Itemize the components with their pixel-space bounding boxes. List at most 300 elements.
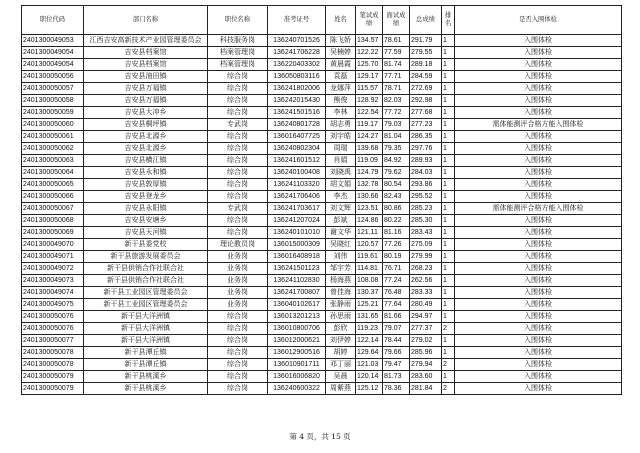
header-total: 总成绩 <box>410 6 442 35</box>
cell-physical: 入围体检 <box>455 143 622 155</box>
table-row <box>22 71 622 83</box>
cell-name: 龙娜萍 <box>326 83 356 95</box>
table-row <box>22 263 622 275</box>
cell-position: 专武岗 <box>208 119 268 131</box>
cell-written: 122.54 <box>356 107 383 119</box>
cell-rank: 1 <box>442 347 455 359</box>
cell-physical: 入围体检 <box>455 47 622 59</box>
cell-rank: 1 <box>442 35 455 47</box>
table-row <box>22 215 622 227</box>
cell-dept: 江西吉安高新技术产业园管理委员会 <box>84 35 208 47</box>
cell-physical: 入围体检 <box>455 299 622 311</box>
cell-written: 115.57 <box>356 83 383 95</box>
cell-rank: 1 <box>442 215 455 227</box>
cell-rank: 1 <box>442 155 455 167</box>
cell-rank: 1 <box>442 95 455 107</box>
cell-position: 业务岗 <box>208 299 268 311</box>
cell-written: 132.78 <box>356 179 383 191</box>
cell-written: 124.27 <box>356 131 383 143</box>
cell-total: 293.86 <box>410 179 442 191</box>
cell-code: 2401300050067 <box>22 203 84 215</box>
cell-name: 周紫燕 <box>326 383 356 395</box>
table-row <box>22 59 622 71</box>
cell-name: 刘宇皓 <box>326 131 356 143</box>
cell-code: 2401300050079 <box>22 371 84 383</box>
cell-code: 2401300050078 <box>22 359 84 371</box>
cell-code: 2401300049075 <box>22 299 84 311</box>
cell-ticket: 136012000621 <box>268 335 326 347</box>
cell-name: 彭欣 <box>326 323 356 335</box>
cell-ticket: 136241802006 <box>268 83 326 95</box>
table-row <box>22 299 622 311</box>
header-physical: 是否入围体检 <box>455 6 622 35</box>
cell-written: 124.86 <box>356 215 383 227</box>
cell-code: 2401300050076 <box>22 323 84 335</box>
cell-total: 291.79 <box>410 35 442 47</box>
cell-name: 胡文娟 <box>326 179 356 191</box>
cell-ticket: 136241501516 <box>268 107 326 119</box>
cell-interview: 79.66 <box>383 347 410 359</box>
cell-position: 档案管理岗 <box>208 59 268 71</box>
cell-rank: 1 <box>442 335 455 347</box>
cell-physical: 入围体检 <box>455 191 622 203</box>
cell-written: 121.11 <box>356 227 383 239</box>
cell-position: 综合岗 <box>208 311 268 323</box>
cell-name: 肖娟 <box>326 155 356 167</box>
cell-total: 277.37 <box>410 323 442 335</box>
cell-physical: 入围体检 <box>455 359 622 371</box>
cell-dept: 新干县大洋洲镇 <box>84 335 208 347</box>
table-row <box>22 239 622 251</box>
cell-total: 284.59 <box>410 71 442 83</box>
cell-ticket: 136013201213 <box>268 311 326 323</box>
cell-physical: 入围体检 <box>455 155 622 167</box>
cell-name: 刘晓禹 <box>326 167 356 179</box>
cell-position: 综合岗 <box>208 335 268 347</box>
cell-total: 289.18 <box>410 59 442 71</box>
table-row <box>22 167 622 179</box>
cell-interview: 81.73 <box>383 371 410 383</box>
cell-position: 综合岗 <box>208 323 268 335</box>
header-rank: 排名 <box>442 6 455 35</box>
cell-rank: 1 <box>442 227 455 239</box>
cell-ticket: 136242015430 <box>268 95 326 107</box>
cell-rank: 2 <box>442 323 455 335</box>
cell-ticket: 136240801728 <box>268 119 326 131</box>
cell-total: 297.76 <box>410 143 442 155</box>
cell-code: 2401300050062 <box>22 143 84 155</box>
cell-physical: 入围体检 <box>455 71 622 83</box>
cell-written: 121.03 <box>356 359 383 371</box>
cell-interview: 81.16 <box>383 227 410 239</box>
table-row <box>22 107 622 119</box>
cell-ticket: 136241103320 <box>268 179 326 191</box>
table-row <box>22 275 622 287</box>
table-row <box>22 35 622 47</box>
cell-code: 2401300050068 <box>22 215 84 227</box>
cell-interview: 79.07 <box>383 323 410 335</box>
cell-name: 黄晨霞 <box>326 59 356 71</box>
cell-ticket: 136240600322 <box>268 383 326 395</box>
table-row <box>22 131 622 143</box>
header-code: 职位代码 <box>22 6 84 35</box>
cell-code: 2401300050069 <box>22 227 84 239</box>
cell-ticket: 136010901711 <box>268 359 326 371</box>
cell-physical: 入围体检 <box>455 347 622 359</box>
cell-position: 综合岗 <box>208 227 268 239</box>
cell-dept: 吉安县油田镇 <box>84 71 208 83</box>
cell-rank: 1 <box>442 119 455 131</box>
cell-code: 2401300050077 <box>22 335 84 347</box>
cell-code: 2401300050065 <box>22 179 84 191</box>
cell-total: 284.03 <box>410 167 442 179</box>
cell-rank: 1 <box>442 71 455 83</box>
cell-written: 139.68 <box>356 143 383 155</box>
cell-position: 综合岗 <box>208 155 268 167</box>
cell-ticket: 136240101010 <box>268 227 326 239</box>
cell-total: 285.23 <box>410 203 442 215</box>
table-row <box>22 359 622 371</box>
cell-written: 130.37 <box>356 287 383 299</box>
cell-code: 2401300050079 <box>22 383 84 395</box>
cell-name: 胡志勇 <box>326 119 356 131</box>
cell-ticket: 136040102617 <box>268 299 326 311</box>
cell-physical: 入围体检 <box>455 227 622 239</box>
cell-position: 综合岗 <box>208 95 268 107</box>
header-position: 职位名称 <box>208 6 268 35</box>
cell-code: 2401300049073 <box>22 275 84 287</box>
cell-dept: 吉安县桐坪镇 <box>84 119 208 131</box>
table-row <box>22 191 622 203</box>
cell-position: 业务岗 <box>208 287 268 299</box>
table-row <box>22 83 622 95</box>
cell-written: 125.21 <box>356 299 383 311</box>
cell-interview: 78.44 <box>383 335 410 347</box>
cell-name: 邹宇芳 <box>326 263 356 275</box>
cell-ticket: 136241703617 <box>268 203 326 215</box>
cell-physical: 入围体检 <box>455 59 622 71</box>
cell-code: 2401300050059 <box>22 107 84 119</box>
cell-physical: 入围体检 <box>455 263 622 275</box>
cell-interview: 77.24 <box>383 275 410 287</box>
cell-rank: 1 <box>442 239 455 251</box>
cell-ticket: 136220403302 <box>268 59 326 71</box>
cell-position: 档案管理岗 <box>208 47 268 59</box>
cell-interview: 77.59 <box>383 47 410 59</box>
cell-total: 294.97 <box>410 311 442 323</box>
cell-ticket: 136241102830 <box>268 275 326 287</box>
cell-total: 277.23 <box>410 119 442 131</box>
cell-interview: 81.74 <box>383 59 410 71</box>
cell-physical: 入围体检 <box>455 131 622 143</box>
cell-code: 2401300050066 <box>22 191 84 203</box>
cell-name: 刘伟 <box>326 251 356 263</box>
table-row <box>22 311 622 323</box>
cell-code: 2401300050058 <box>22 95 84 107</box>
cell-physical: 入围体检 <box>455 35 622 47</box>
cell-code: 2401300049072 <box>22 263 84 275</box>
cell-name: 杨海燕 <box>326 275 356 287</box>
cell-rank: 1 <box>442 311 455 323</box>
cell-total: 279.94 <box>410 359 442 371</box>
cell-physical: 入围体检 <box>455 371 622 383</box>
cell-name: 张静雨 <box>326 299 356 311</box>
header-name: 姓名 <box>326 6 356 35</box>
cell-position: 科技服务岗 <box>208 35 268 47</box>
cell-dept: 吉安县北源乡 <box>84 131 208 143</box>
table-row <box>22 383 622 395</box>
cell-name: 曾佳海 <box>326 287 356 299</box>
cell-position: 综合岗 <box>208 83 268 95</box>
cell-rank: 2 <box>442 383 455 395</box>
cell-physical: 需体能测评合格方能入围体检 <box>455 203 622 215</box>
cell-rank: 1 <box>442 371 455 383</box>
cell-dept: 新干县工业园区管理委员会 <box>84 299 208 311</box>
cell-rank: 1 <box>442 83 455 95</box>
cell-written: 122.22 <box>356 47 383 59</box>
cell-dept: 吉安县永阳镇 <box>84 203 208 215</box>
cell-position: 业务岗 <box>208 251 268 263</box>
cell-interview: 80.22 <box>383 215 410 227</box>
cell-total: 295.52 <box>410 191 442 203</box>
cell-written: 120.57 <box>356 239 383 251</box>
table-row <box>22 335 622 347</box>
cell-dept: 新干县潭丘镇 <box>84 359 208 371</box>
cell-code: 2401300049074 <box>22 287 84 299</box>
cell-rank: 2 <box>442 359 455 371</box>
cell-name: 孙思雨 <box>326 311 356 323</box>
cell-interview: 81.66 <box>383 311 410 323</box>
cell-interview: 79.47 <box>383 359 410 371</box>
cell-ticket: 136241601512 <box>268 155 326 167</box>
table-row <box>22 323 622 335</box>
table-row <box>22 119 622 131</box>
cell-physical: 入围体检 <box>455 167 622 179</box>
cell-dept: 吉安县登龙乡 <box>84 191 208 203</box>
cell-written: 119.61 <box>356 251 383 263</box>
cell-interview: 77.64 <box>383 299 410 311</box>
cell-ticket: 136241207024 <box>268 215 326 227</box>
cell-written: 129.64 <box>356 347 383 359</box>
cell-dept: 吉安县大冲乡 <box>84 107 208 119</box>
cell-physical: 入围体检 <box>455 179 622 191</box>
cell-name: 彭斌 <box>326 215 356 227</box>
cell-position: 业务岗 <box>208 263 268 275</box>
cell-ticket: 136050803116 <box>268 71 326 83</box>
cell-physical: 需体能测评合格方能入围体检 <box>455 119 622 131</box>
cell-interview: 78.36 <box>383 383 410 395</box>
cell-interview: 79.03 <box>383 119 410 131</box>
cell-written: 134.57 <box>356 35 383 47</box>
table-body <box>22 35 622 395</box>
cell-code: 2401300049054 <box>22 47 84 59</box>
table-row <box>22 287 622 299</box>
cell-total: 292.98 <box>410 95 442 107</box>
cell-written: 131.65 <box>356 311 383 323</box>
cell-dept: 吉安县横江镇 <box>84 155 208 167</box>
cell-total: 285.30 <box>410 215 442 227</box>
cell-dept: 新干县桃溪乡 <box>84 371 208 383</box>
page-footer: 第 4 页，共 15 页 <box>289 432 351 441</box>
cell-code: 2401300050076 <box>22 311 84 323</box>
cell-interview: 79.62 <box>383 167 410 179</box>
cell-code: 2401300050056 <box>22 71 84 83</box>
table-row <box>22 179 622 191</box>
cell-physical: 入围体检 <box>455 275 622 287</box>
cell-name: 刘伊婷 <box>326 335 356 347</box>
cell-name: 吴晨 <box>326 371 356 383</box>
cell-dept: 新干县桃溪乡 <box>84 383 208 395</box>
cell-dept: 新干县潭丘镇 <box>84 347 208 359</box>
cell-written: 120.14 <box>356 371 383 383</box>
cell-written: 114.81 <box>356 263 383 275</box>
cell-total: 286.35 <box>410 131 442 143</box>
cell-ticket: 136015000309 <box>268 239 326 251</box>
cell-ticket: 136240802304 <box>268 143 326 155</box>
table-row <box>22 251 622 263</box>
cell-position: 综合岗 <box>208 179 268 191</box>
cell-interview: 78.71 <box>383 83 410 95</box>
cell-dept: 吉安县万福镇 <box>84 83 208 95</box>
cell-ticket: 136241706228 <box>268 47 326 59</box>
cell-interview: 77.72 <box>383 107 410 119</box>
cell-total: 275.09 <box>410 239 442 251</box>
cell-code: 2401300050057 <box>22 83 84 95</box>
cell-total: 289.93 <box>410 155 442 167</box>
cell-name: 吴晓红 <box>326 239 356 251</box>
cell-dept: 新干县工业园区管理委员会 <box>84 287 208 299</box>
cell-physical: 入围体检 <box>455 287 622 299</box>
cell-code: 2401300049070 <box>22 239 84 251</box>
cell-name: 周瑞 <box>326 143 356 155</box>
cell-code: 2401300049054 <box>22 59 84 71</box>
cell-dept: 新干县大洋洲镇 <box>84 311 208 323</box>
table-row <box>22 143 622 155</box>
cell-written: 108.08 <box>356 275 383 287</box>
cell-written: 125.70 <box>356 59 383 71</box>
cell-name: 李林 <box>326 107 356 119</box>
cell-physical: 入围体检 <box>455 239 622 251</box>
cell-position: 综合岗 <box>208 143 268 155</box>
cell-position: 综合岗 <box>208 371 268 383</box>
cell-rank: 1 <box>442 179 455 191</box>
cell-written: 119.17 <box>356 119 383 131</box>
cell-rank: 1 <box>442 263 455 275</box>
cell-written: 119.23 <box>356 323 383 335</box>
cell-total: 268.23 <box>410 263 442 275</box>
cell-interview: 76.71 <box>383 263 410 275</box>
cell-ticket: 136241501123 <box>268 263 326 275</box>
cell-rank: 1 <box>442 143 455 155</box>
cell-written: 128.92 <box>356 95 383 107</box>
cell-rank: 1 <box>442 191 455 203</box>
cell-position: 综合岗 <box>208 359 268 371</box>
cell-ticket: 136016407725 <box>268 131 326 143</box>
cell-written: 129.17 <box>356 71 383 83</box>
cell-dept: 吉安县万福镇 <box>84 95 208 107</box>
cell-dept: 新干县大洋洲镇 <box>84 323 208 335</box>
cell-total: 283.60 <box>410 371 442 383</box>
cell-dept: 吉安县永和镇 <box>84 167 208 179</box>
cell-physical: 入围体检 <box>455 215 622 227</box>
cell-interview: 79.35 <box>383 143 410 155</box>
cell-physical: 入围体检 <box>455 335 622 347</box>
cell-code: 2401300050061 <box>22 131 84 143</box>
cell-position: 理论教员岗 <box>208 239 268 251</box>
cell-total: 279.99 <box>410 251 442 263</box>
cell-interview: 82.03 <box>383 95 410 107</box>
cell-rank: 1 <box>442 59 455 71</box>
cell-total: 281.84 <box>410 383 442 395</box>
cell-rank: 1 <box>442 275 455 287</box>
results-table <box>21 5 622 395</box>
cell-name: 邓丁丽 <box>326 359 356 371</box>
header-ticket: 准考证号 <box>268 6 326 35</box>
header-row <box>22 6 622 35</box>
cell-name: 胡婷 <box>326 347 356 359</box>
cell-total: 285.96 <box>410 347 442 359</box>
cell-ticket: 136240100408 <box>268 167 326 179</box>
cell-total: 280.49 <box>410 299 442 311</box>
cell-dept: 新干县供销合作社联合社 <box>84 275 208 287</box>
cell-total: 262.56 <box>410 275 442 287</box>
header-dept: 部门名称 <box>84 6 208 35</box>
cell-total: 279.55 <box>410 47 442 59</box>
cell-dept: 新干县旅游发展委员会 <box>84 251 208 263</box>
cell-ticket: 136241700807 <box>268 287 326 299</box>
cell-ticket: 136240701526 <box>268 35 326 47</box>
cell-position: 综合岗 <box>208 71 268 83</box>
cell-dept: 吉安县安塘乡 <box>84 215 208 227</box>
cell-interview: 80.54 <box>383 179 410 191</box>
cell-dept: 吉安县档案馆 <box>84 47 208 59</box>
cell-name: 吴楠婷 <box>326 47 356 59</box>
cell-physical: 入围体检 <box>455 83 622 95</box>
cell-total: 283.33 <box>410 287 442 299</box>
cell-dept: 吉安县北源乡 <box>84 143 208 155</box>
cell-name: 谢文华 <box>326 227 356 239</box>
cell-code: 2401300049053 <box>22 35 84 47</box>
cell-written: 122.14 <box>356 335 383 347</box>
cell-interview: 77.71 <box>383 71 410 83</box>
cell-ticket: 136241706406 <box>268 191 326 203</box>
cell-written: 124.79 <box>356 167 383 179</box>
cell-dept: 吉安县档案馆 <box>84 59 208 71</box>
cell-position: 专武岗 <box>208 203 268 215</box>
cell-interview: 77.26 <box>383 239 410 251</box>
cell-name: 刘文辉 <box>326 203 356 215</box>
cell-position: 综合岗 <box>208 191 268 203</box>
cell-position: 综合岗 <box>208 107 268 119</box>
cell-rank: 1 <box>442 287 455 299</box>
cell-ticket: 136016408918 <box>268 251 326 263</box>
cell-written: 125.12 <box>356 383 383 395</box>
cell-dept: 新干县供销合作社联合社 <box>84 263 208 275</box>
table-row <box>22 47 622 59</box>
cell-code: 2401300050063 <box>22 155 84 167</box>
cell-rank: 1 <box>442 251 455 263</box>
cell-code: 2401300050064 <box>22 167 84 179</box>
cell-dept: 吉安县敦厚镇 <box>84 179 208 191</box>
cell-name: 李杰 <box>326 191 356 203</box>
table-row <box>22 155 622 167</box>
cell-position: 综合岗 <box>208 167 268 179</box>
cell-position: 综合岗 <box>208 383 268 395</box>
cell-rank: 1 <box>442 203 455 215</box>
cell-name: 熊俊 <box>326 95 356 107</box>
cell-total: 272.69 <box>410 83 442 95</box>
cell-rank: 1 <box>442 167 455 179</box>
